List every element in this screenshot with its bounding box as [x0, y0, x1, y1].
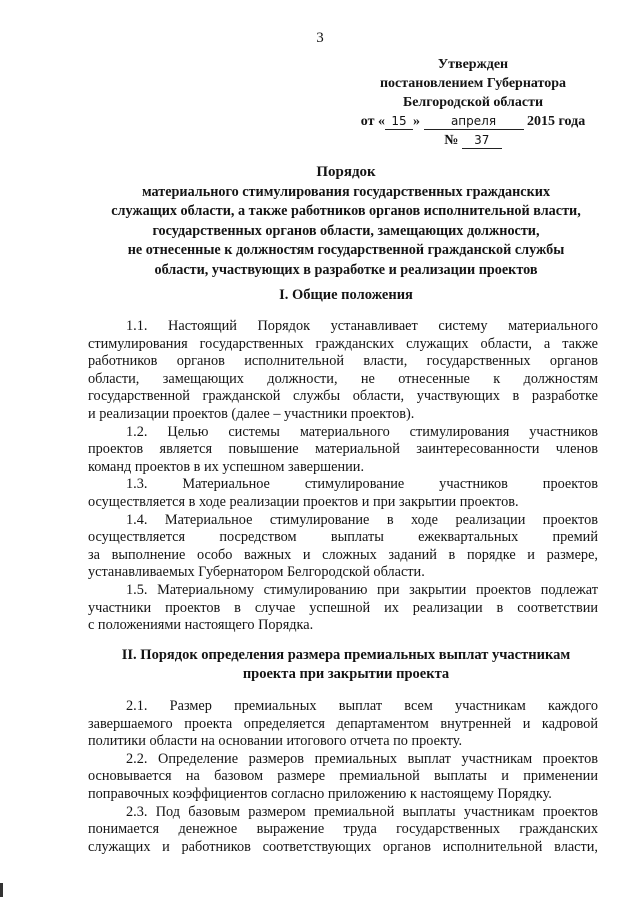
section-2-body — [88, 698, 598, 856]
text-line: 1.3. Материальное стимулирование участников проектов — [126, 476, 598, 493]
text-line: 2.3. Под базовым размером премиальной выплаты участникам проектов — [126, 803, 598, 820]
text-line: за выполнение особо важных и сложных заданий в порядке и размере, — [88, 546, 598, 563]
section-2-heading-line: проекта при закрытии проекта — [242, 666, 450, 682]
date-year: 2015 года — [527, 114, 586, 129]
text-line: области, замещающих должности, не отнесенные к должностям — [88, 370, 598, 387]
date-prefix: от « — [360, 114, 385, 129]
section-2-heading — [86, 646, 606, 684]
text-line: служащих и работников соответствующих органов исполнительной власти, — [88, 838, 598, 855]
approval-number — [348, 131, 598, 150]
page-number: 3 — [316, 30, 324, 46]
text-line: завершаемого проекта определяется департаментом внутренней и кадровой — [88, 715, 598, 732]
section-1-heading — [86, 286, 606, 305]
document-title — [86, 163, 606, 280]
paragraph-2-3 — [88, 804, 598, 857]
paragraph-1-5 — [88, 582, 598, 635]
text-line: поправочных коэффициентов согласно приложению к настоящему Порядку. — [88, 785, 552, 802]
section-1-heading-text: I. Общие положения — [279, 287, 413, 303]
paragraph-1-2 — [88, 424, 598, 477]
approval-line-3: Белгородской области — [402, 95, 544, 110]
text-line: 1.4. Материальное стимулирование в ходе реализации проектов — [126, 511, 598, 528]
text-line: 1.1. Настоящий Порядок устанавливает систему материального — [126, 318, 598, 334]
text-line: политики области на основании итогового отчета по проекту. — [88, 733, 463, 750]
text-line: 1.5. Материальному стимулированию при закрытии проектов подлежат — [126, 581, 598, 598]
approval-date — [348, 112, 598, 131]
approval-line-2: постановлением Губернатора — [379, 76, 567, 91]
paragraph-1-4 — [88, 512, 598, 582]
paragraph-1-1 — [88, 318, 598, 424]
paragraph-2-1 — [88, 698, 598, 751]
text-line: понимается денежное выражение труда государственных гражданских — [88, 821, 598, 838]
approval-block — [348, 55, 598, 150]
paragraph-2-2 — [88, 751, 598, 804]
text-line: 2.1. Размер премиальных выплат всем участникам каждого — [126, 698, 598, 714]
date-mid: » — [413, 114, 420, 129]
approval-line-1: Утвержден — [437, 57, 509, 72]
paragraph-1-3 — [88, 476, 598, 511]
section-1-body — [88, 318, 598, 635]
title-line: области, участвующих в разработке и реализации проектов — [154, 261, 538, 278]
decree-number: 37 — [462, 133, 502, 149]
title-line: не отнесенные к должностям государственной гражданской службы — [127, 242, 565, 258]
text-line: осуществляется в ходе реализации проектов и при закрытии проектов. — [88, 493, 519, 510]
text-line: участники проектов в случае успешной их реализации в соответствии — [88, 599, 598, 616]
text-line: с положениями настоящего Порядка. — [88, 617, 314, 634]
scan-edge-mark — [0, 883, 3, 897]
date-month: апреля — [424, 114, 524, 130]
number-prefix: № — [444, 133, 459, 148]
title-line: государственных органов области, замещающих должности, — [152, 222, 540, 239]
text-line: основывается на базовом размере премиальной выплаты и применении — [88, 768, 598, 785]
section-2-heading-line: II. Порядок определения размера премиальных выплат участникам — [121, 647, 571, 663]
text-line: устанавливаемых Губернатором Белгородской области. — [88, 564, 425, 581]
date-day: 15 — [385, 114, 413, 130]
text-line: осуществляется посредством выплаты ежеквартальных премий — [88, 529, 598, 546]
text-line: стимулирования государственных гражданских служащих области, а также — [88, 335, 598, 352]
text-line: 1.2. Целью системы материального стимулирования участников — [126, 423, 598, 440]
title-line: служащих области, а также работников органов исполнительной власти, — [111, 203, 581, 219]
text-line: проектов является повышение материальной заинтересованности членов — [88, 441, 598, 458]
text-line: 2.2. Определение размеров премиальных выплат участникам проектов — [126, 750, 598, 767]
text-line: государственной гражданской службы области, участвующих в разработке — [88, 388, 598, 405]
text-line: работников органов исполнительной власти, государственных органов — [88, 353, 598, 370]
title-line: материального стимулирования государственных гражданских — [141, 183, 551, 200]
title-line: Порядок — [316, 164, 376, 180]
text-line: и реализации проектов (далее – участники проектов). — [88, 405, 415, 422]
text-line: команд проектов в их успешном завершении. — [88, 458, 365, 475]
